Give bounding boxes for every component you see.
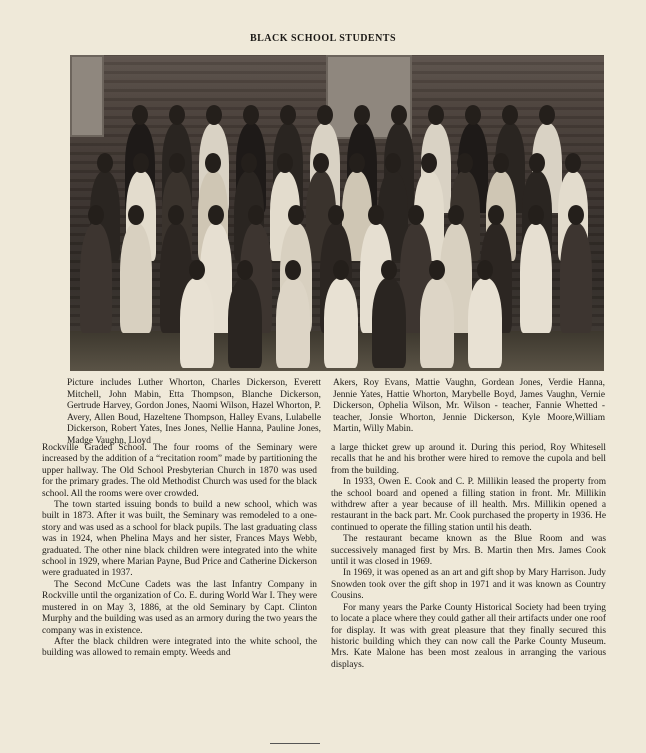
photo-person [420,278,454,368]
photo-person-head [313,153,329,173]
photo-person-head [280,105,296,125]
caption-right: Akers, Roy Evans, Mattie Vaughn, Gordean Jones, Verdie Hanna, Jennie Yates, Hattie Whorton, Marybelle Boyd, James Vaughn, Vernie Dickerson, Ophelia Wilson, Mr. Wilson - teacher, Fannie Whetted - teacher, Jonsie Whorton, Jennie Dickerson, Kyle Moore,William Martin, Willy Mabin. [333,378,605,435]
photo-person-head [243,105,259,125]
right-para-5: For many years the Parke County Historical Society had been trying to locate a place where they could gather all their artifacts under one roof for display. It was with great pleasure that they finally secured this historic building which they can now call the Parke County Museum. Mrs. Kate Malone has been most zealous in arranging the various displays. [331,602,606,670]
photo-person-head [488,205,504,225]
photo-person-head [502,105,518,125]
photo-person-head [133,153,149,173]
photo-person-head [97,153,113,173]
photo-person-head [477,260,493,280]
photo-person [228,278,262,368]
photo-person-head [277,153,293,173]
photo-person-head [428,105,444,125]
caption-left: Picture includes Luther Whorton, Charles Dickerson, Everett Mitchell, John Mabin, Etta Thompson, Blanche Dickerson, Gertrude Harvey, Gordon Jones, Naomi Wilson, Hazel Whorton, P. Avery, Allen Boud, Hazeltene Thompson, Halley Evans, Lulabelle Dickerson, Robert Yates, Ines Jones, Nellie Hanna, Pauline Jones, Madge Vaughn, Lloyd [67,378,321,446]
photo-person-head [168,205,184,225]
photo-person-head [169,153,185,173]
photo-person-head [493,153,509,173]
photo-person-head [132,105,148,125]
photo-person-head [237,260,253,280]
photo-person [80,223,112,333]
photo-person-head [349,153,365,173]
photo-person-head [408,205,424,225]
photo-person-head [354,105,370,125]
photo-person-head [206,105,222,125]
photo-person [560,223,592,333]
photo-window-left [70,55,104,137]
photo-person-head [248,205,264,225]
right-para-4: In 1969, it was opened as an art and gift shop by Mary Harrison. Judy Snowden took over the gift shop in 1971 and it was known as Country Cousins. [331,568,606,602]
photo-person [372,278,406,368]
left-para-3: The Second McCune Cadets was the last Infantry Company in Rockville until the organization of Co. E. during World War I. They were mustered in on May 3, 1886, at the old Seminary by Capt. Clinton Murphy and the building was used as an armory during the two years the company was in existence. [42,579,317,636]
right-para-1: a large thicket grew up around it. During this period, Roy Whitesell recalls that he and his brother were hired to remove the cupola and bell from the building. [331,443,606,476]
photo-person-head [529,153,545,173]
photo-person-head [565,153,581,173]
photo-person-head [241,153,257,173]
right-para-2: In 1933, Owen E. Cook and C. P. Millikin leased the property from the school board and opened a filling station in front. Mr. Millikin withdrew after a year because of ill health. Mrs. Millikin opened a restaurant in the back part. Mr. Cook purchased the property in 1936. He continued to operate the filling station until his death. [331,477,606,533]
photo-person [120,223,152,333]
photo-person [468,278,502,368]
photo-person [324,278,358,368]
photo-person [276,278,310,368]
bottom-rule [270,743,320,744]
photo-person-head [448,205,464,225]
photo-person-head [457,153,473,173]
photo-person-head [208,205,224,225]
photo-person-head [381,260,397,280]
photo-person-head [169,105,185,125]
photo-person-head [528,205,544,225]
photo-person-head [368,205,384,225]
photo-person [520,223,552,333]
article-left-column [42,443,317,660]
photo-person-head [128,205,144,225]
photo-person-head [285,260,301,280]
right-para-3: The restaurant became known as the Blue Room and was successively managed first by Mrs. B. Martin then Mrs. James Cook until it was closed in 1969. [331,534,606,568]
photo-person-head [568,205,584,225]
photo-person [180,278,214,368]
photo-person-head [421,153,437,173]
photo-person-head [391,105,407,125]
photo-person-head [333,260,349,280]
photo-person-head [88,205,104,225]
class-photograph [70,55,604,371]
photo-person-head [317,105,333,125]
photo-person-head [205,153,221,173]
photo-person-head [465,105,481,125]
left-para-2: The town started issuing bonds to build a new school, which was built in 1873. After it was built, the Seminary was remodeled to a one-story and was used as a school for black pupils. The last graduating class was in 1924, when Phelina Mays and her sister, Frances Mays Webb, graduated. The other nine black children were integrated into the white school in 1929, where Marian Payne, Bud Price and Catherine Dickerson were graduated in 1937. [42,500,317,579]
photo-person-head [385,153,401,173]
left-para-4: After the black children were integrated into the white school, the building was allowed to remain empty. Weeds and [42,636,317,659]
photo-person-head [539,105,555,125]
article-right-column [331,443,606,671]
page-title: BLACK SCHOOL STUDENTS [249,33,397,44]
photo-person-head [429,260,445,280]
photo-person-head [328,205,344,225]
left-para-1: Rockville Graded School. The four rooms of the Seminary were increased by the addition of a “recitation room” made by partitioning the upper hallway. The Old School Presbyterian Church in 1870 was used for the primary grades. The old Methodist Church was used for the black school. All the rooms were over crowded. [42,443,317,499]
photo-person-head [189,260,205,280]
photo-person-head [288,205,304,225]
